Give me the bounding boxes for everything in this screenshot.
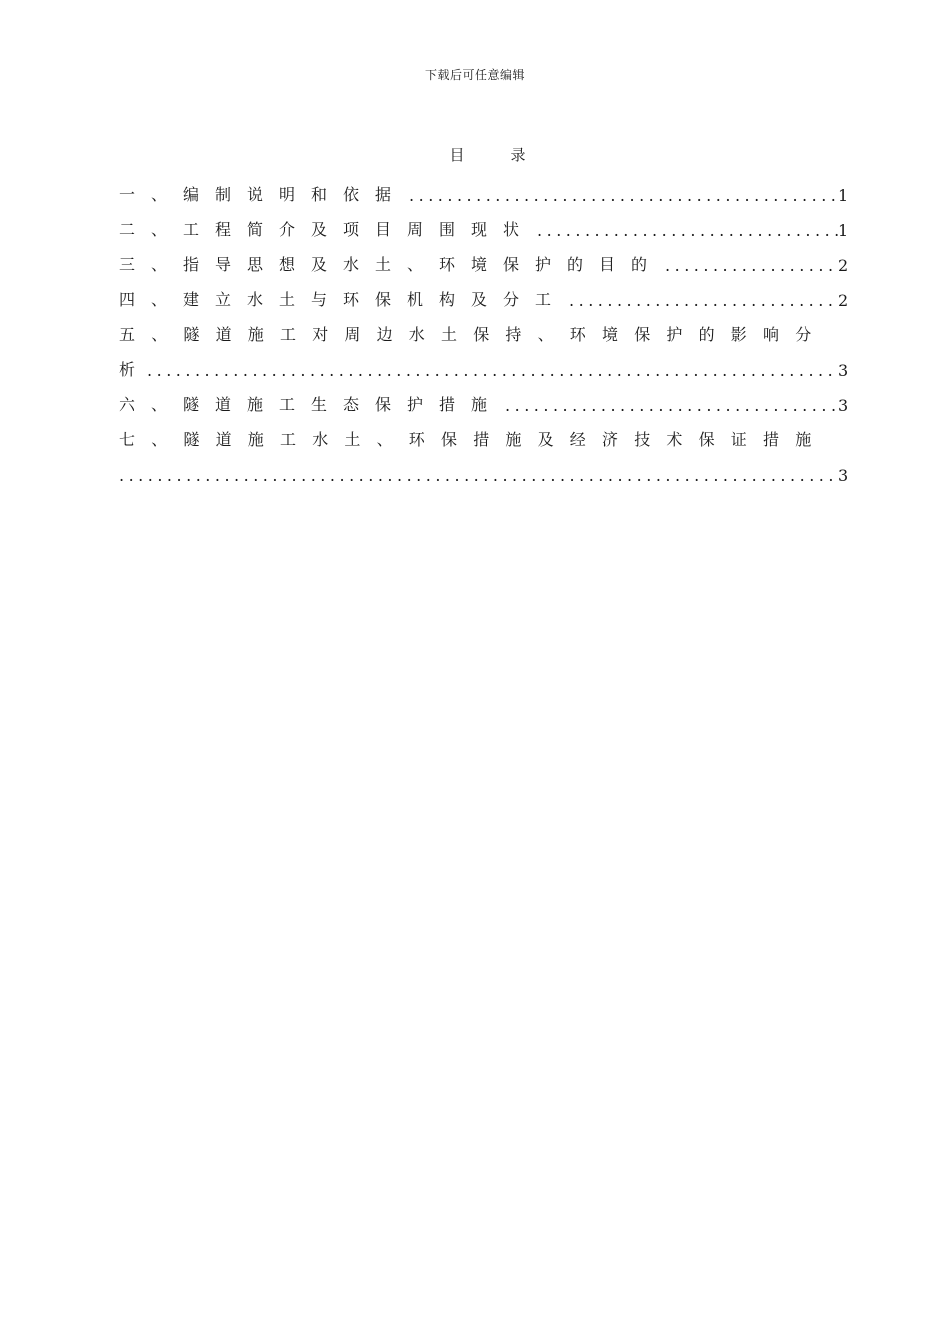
toc-entry-page: 1	[838, 221, 848, 240]
toc-title-right: 录	[510, 146, 526, 164]
toc-entry-label-cont: 析	[119, 360, 136, 379]
toc-title	[0, 144, 950, 165]
toc-entry-label: 三、指导思想及水土、环境保护的目的	[119, 255, 664, 274]
toc-leader-dots	[407, 186, 838, 205]
toc-entry-page: 3	[838, 361, 848, 380]
table-of-contents	[119, 170, 848, 485]
toc-entry-label: 一、编制说明和依据	[119, 185, 408, 204]
toc-leader-dots	[663, 256, 838, 275]
toc-entry-continuation[interactable]	[119, 450, 848, 485]
toc-entry[interactable]	[119, 415, 848, 450]
toc-entry-page: 1	[838, 186, 848, 205]
toc-entry-page: 3	[838, 466, 848, 485]
toc-entry-page: 2	[838, 256, 848, 275]
toc-entry[interactable]	[119, 205, 848, 240]
toc-entry-label: 四、建立水土与环保机构及分工	[119, 290, 568, 309]
toc-entry-label: 二、工程简介及项目周围现状	[119, 220, 536, 239]
page-header: 下载后可任意编辑	[424, 68, 525, 82]
toc-entry-page: 3	[838, 396, 848, 415]
toc-entry[interactable]	[119, 170, 848, 205]
toc-entry[interactable]	[119, 240, 848, 275]
toc-entry-label: 七、隧道施工水土、环保措施及经济技术保证措施	[119, 430, 828, 449]
toc-leader-dots	[119, 466, 838, 485]
toc-entry[interactable]	[119, 310, 848, 345]
toc-leader-dots	[503, 396, 838, 415]
toc-leader-dots	[567, 291, 838, 310]
toc-entry-continuation[interactable]	[119, 345, 848, 380]
toc-entry[interactable]	[119, 275, 848, 310]
toc-leader-dots	[535, 221, 838, 240]
toc-entry[interactable]	[119, 380, 848, 415]
toc-entry-page: 2	[838, 291, 848, 310]
toc-title-left: 目	[449, 146, 465, 164]
toc-leader-dots	[145, 361, 838, 380]
toc-entry-label: 五、隧道施工对周边水土保持、环境保护的影响分	[119, 325, 828, 344]
toc-entry-label: 六、隧道施工生态保护措施	[119, 395, 504, 414]
